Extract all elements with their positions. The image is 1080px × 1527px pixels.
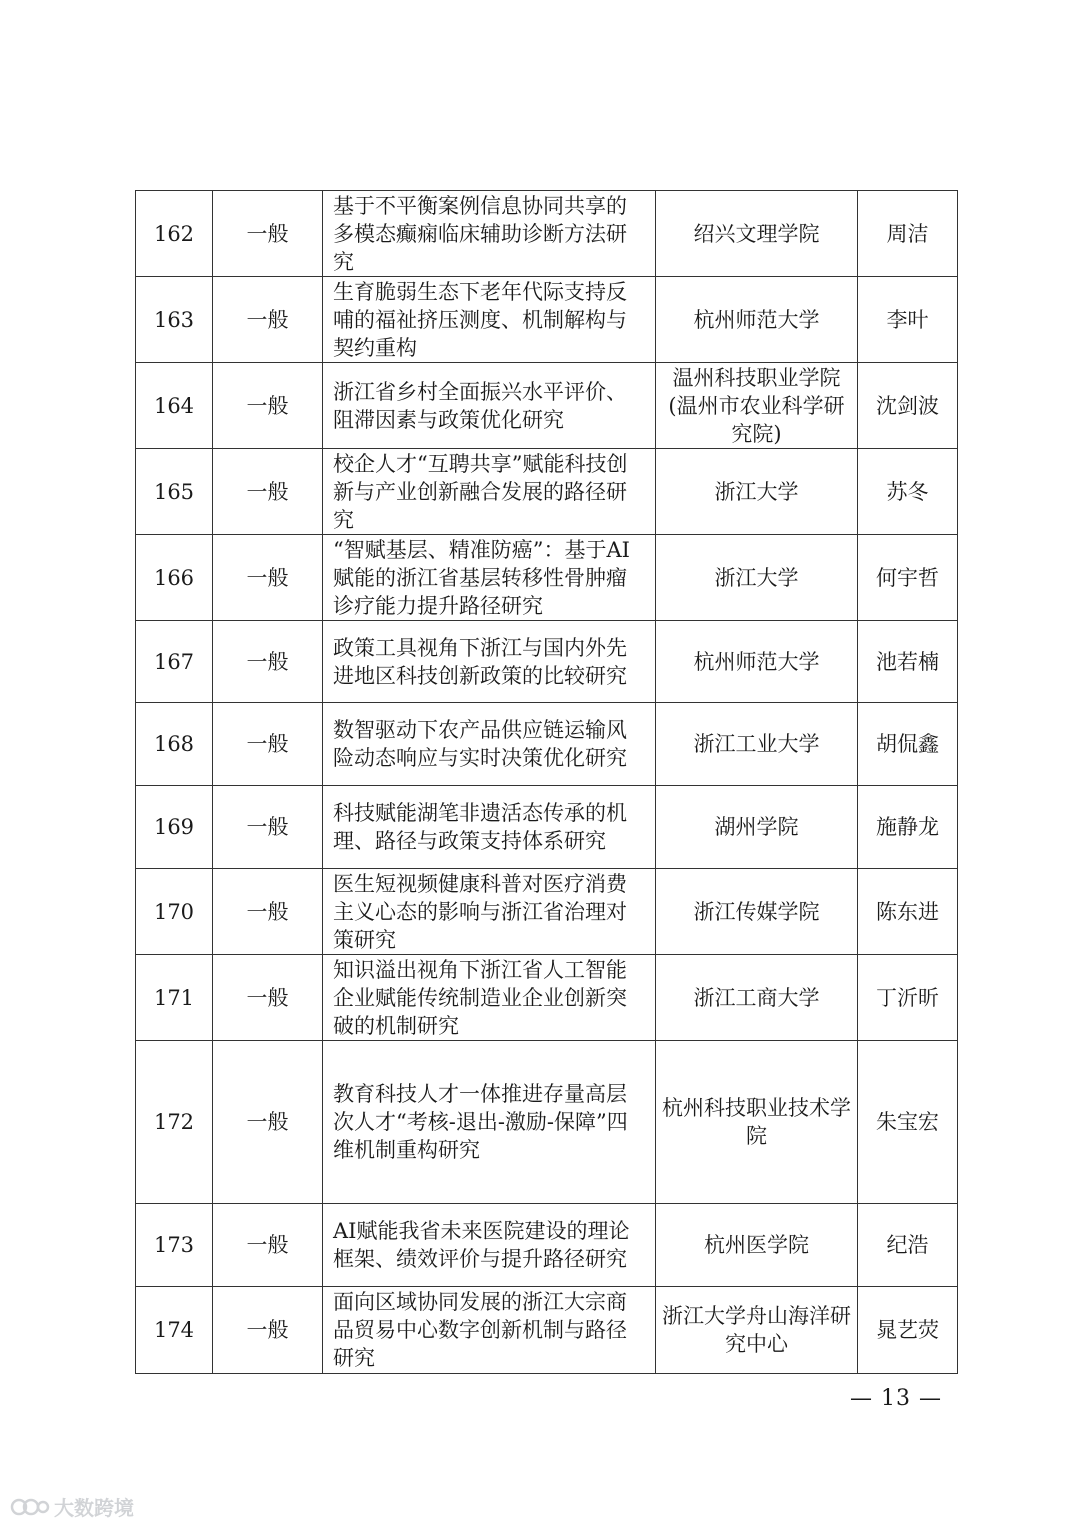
project-title: “智赋基层、精准防癌”：基于AI赋能的浙江省基层转移性骨肿瘤诊疗能力提升路径研究 — [323, 535, 656, 621]
project-type: 一般 — [213, 703, 323, 786]
lead-person: 丁沂昕 — [858, 955, 958, 1041]
project-title: 校企人才“互聘共享”赋能科技创新与产业创新融合发展的路径研究 — [323, 449, 656, 535]
institution: 绍兴文理学院 — [656, 191, 858, 277]
project-type: 一般 — [213, 1287, 323, 1374]
lead-person: 胡侃鑫 — [858, 703, 958, 786]
watermark-text: 大数跨境 — [54, 1496, 134, 1520]
row-number: 165 — [136, 449, 213, 535]
row-number: 170 — [136, 869, 213, 955]
project-title: 政策工具视角下浙江与国内外先进地区科技创新政策的比较研究 — [323, 621, 656, 703]
project-type: 一般 — [213, 869, 323, 955]
row-number: 166 — [136, 535, 213, 621]
project-type: 一般 — [213, 955, 323, 1041]
page-number: — 13 — — [850, 1386, 942, 1411]
lead-person: 朱宝宏 — [858, 1041, 958, 1204]
row-number: 171 — [136, 955, 213, 1041]
lead-person: 施静龙 — [858, 786, 958, 869]
row-number: 162 — [136, 191, 213, 277]
row-number: 172 — [136, 1041, 213, 1204]
row-number: 163 — [136, 277, 213, 363]
table-row — [136, 191, 958, 277]
institution: 浙江大学舟山海洋研究中心 — [656, 1287, 858, 1374]
row-number: 168 — [136, 703, 213, 786]
project-title: AI赋能我省未来医院建设的理论框架、绩效评价与提升路径研究 — [323, 1204, 656, 1287]
row-number: 169 — [136, 786, 213, 869]
table-row — [136, 535, 958, 621]
institution: 湖州学院 — [656, 786, 858, 869]
row-number: 167 — [136, 621, 213, 703]
table-row — [136, 869, 958, 955]
lead-person: 李叶 — [858, 277, 958, 363]
lead-person: 晁艺荧 — [858, 1287, 958, 1374]
project-title: 教育科技人才一体推进存量高层次人才“考核-退出-激励-保障”四维机制重构研究 — [323, 1041, 656, 1204]
lead-person: 陈东进 — [858, 869, 958, 955]
table-row — [136, 703, 958, 786]
project-type: 一般 — [213, 621, 323, 703]
project-type: 一般 — [213, 535, 323, 621]
lead-person: 纪浩 — [858, 1204, 958, 1287]
institution: 杭州医学院 — [656, 1204, 858, 1287]
table-row — [136, 1204, 958, 1287]
table-row — [136, 363, 958, 449]
institution: 浙江工商大学 — [656, 955, 858, 1041]
project-table — [135, 190, 958, 1374]
table-row — [136, 1041, 958, 1204]
project-title: 数智驱动下农产品供应链运输风险动态响应与实时决策优化研究 — [323, 703, 656, 786]
institution: 浙江传媒学院 — [656, 869, 858, 955]
project-title: 浙江省乡村全面振兴水平评价、阻滞因素与政策优化研究 — [323, 363, 656, 449]
row-number: 164 — [136, 363, 213, 449]
project-type: 一般 — [213, 1041, 323, 1204]
table-row — [136, 786, 958, 869]
table-row — [136, 621, 958, 703]
row-number: 174 — [136, 1287, 213, 1374]
institution: 浙江大学 — [656, 535, 858, 621]
project-title: 面向区域协同发展的浙江大宗商品贸易中心数字创新机制与路径研究 — [323, 1287, 656, 1374]
lead-person: 苏冬 — [858, 449, 958, 535]
watermark — [10, 1492, 134, 1521]
project-type: 一般 — [213, 1204, 323, 1287]
table-row — [136, 955, 958, 1041]
lead-person: 池若楠 — [858, 621, 958, 703]
institution: 杭州师范大学 — [656, 621, 858, 703]
project-type: 一般 — [213, 277, 323, 363]
table-row — [136, 449, 958, 535]
row-number: 173 — [136, 1204, 213, 1287]
lead-person: 何宇哲 — [858, 535, 958, 621]
project-title: 医生短视频健康科普对医疗消费主义心态的影响与浙江省治理对策研究 — [323, 869, 656, 955]
project-title: 知识溢出视角下浙江省人工智能企业赋能传统制造业企业创新突破的机制研究 — [323, 955, 656, 1041]
institution: 温州科技职业学院(温州市农业科学研究院) — [656, 363, 858, 449]
institution: 杭州师范大学 — [656, 277, 858, 363]
institution: 杭州科技职业技术学院 — [656, 1041, 858, 1204]
lead-person: 沈剑波 — [858, 363, 958, 449]
table-row — [136, 1287, 958, 1374]
institution: 浙江工业大学 — [656, 703, 858, 786]
project-type: 一般 — [213, 363, 323, 449]
table-row — [136, 277, 958, 363]
project-type: 一般 — [213, 449, 323, 535]
project-title: 生育脆弱生态下老年代际支持反哺的福祉挤压测度、机制解构与契约重构 — [323, 277, 656, 363]
table-body — [136, 191, 958, 1374]
project-title: 基于不平衡案例信息协同共享的多模态癫痫临床辅助诊断方法研究 — [323, 191, 656, 277]
project-title: 科技赋能湖笔非遗活态传承的机理、路径与政策支持体系研究 — [323, 786, 656, 869]
project-type: 一般 — [213, 786, 323, 869]
logo-icon — [10, 1494, 50, 1520]
lead-person: 周洁 — [858, 191, 958, 277]
institution: 浙江大学 — [656, 449, 858, 535]
project-type: 一般 — [213, 191, 323, 277]
